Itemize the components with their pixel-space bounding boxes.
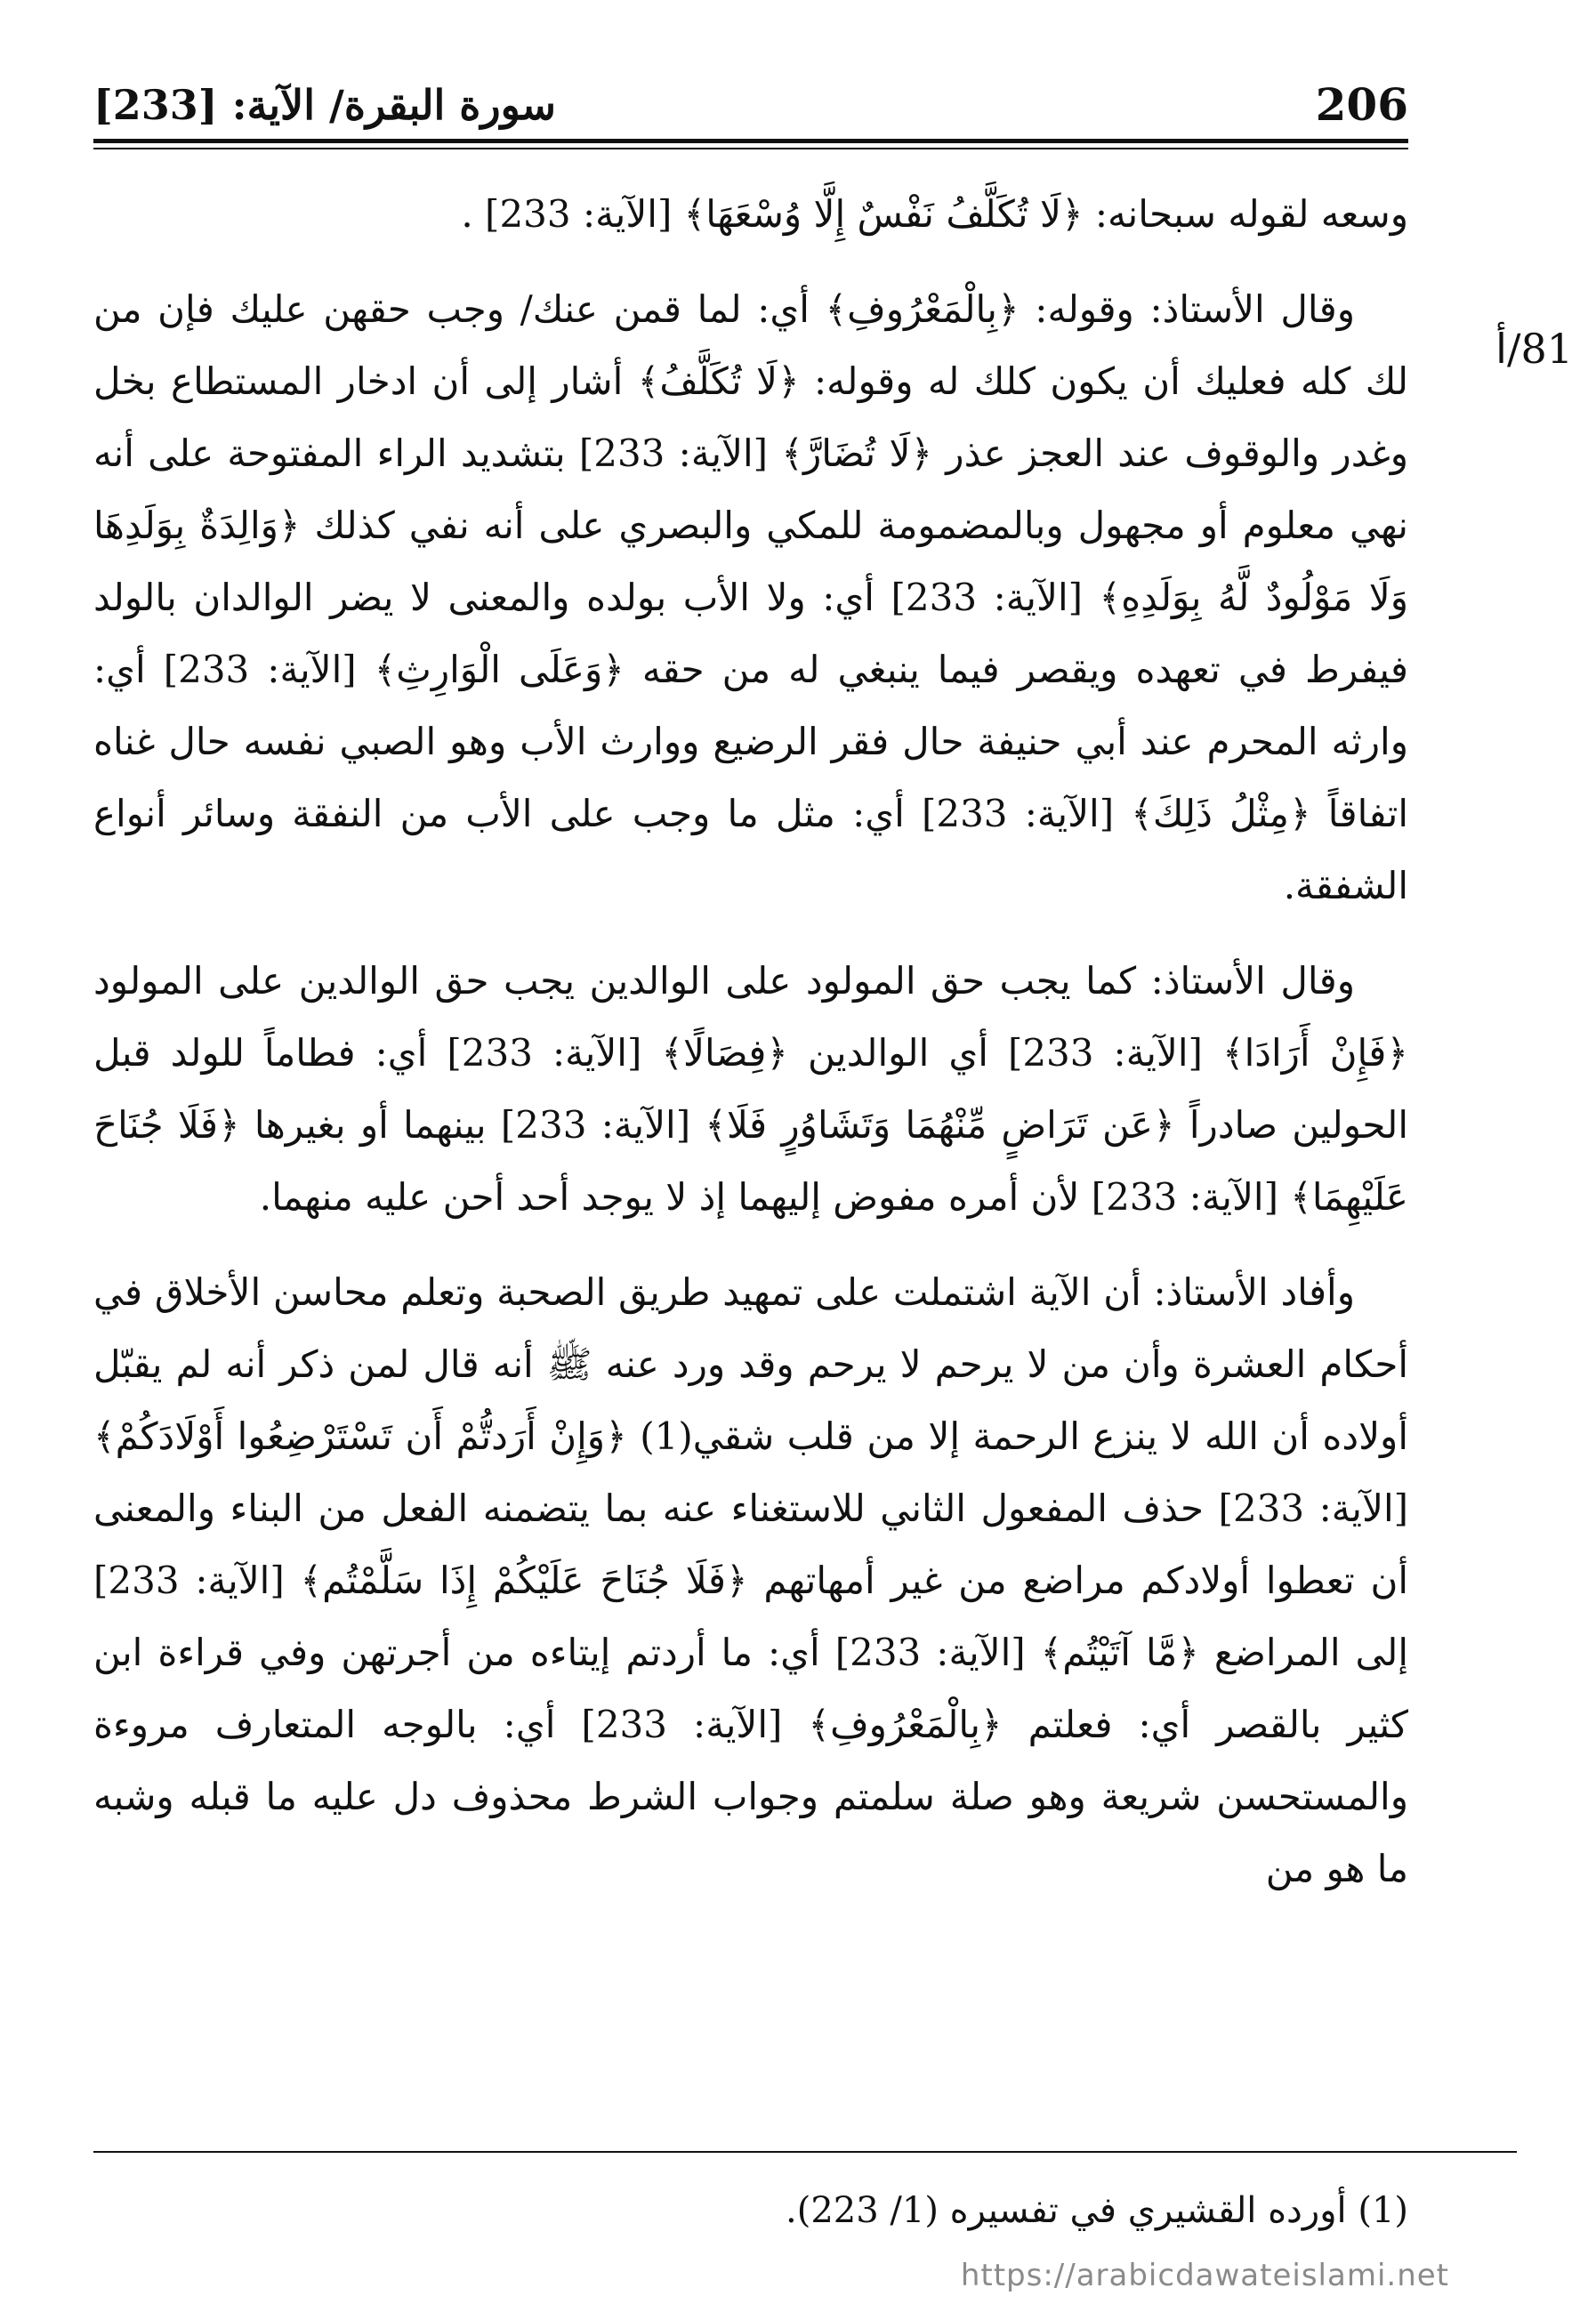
footnote: (1) أورده القشيري في تفسيره (1/ 223). [786,2190,1408,2231]
header-rule-secondary [93,148,1408,149]
paragraph: وقال الأستاذ: كما يجب حق المولود على الوالدين يجب حق الوالدين على المولود ﴿فَإِنْ أَرَادَا﴾ [الآية: 233] أي الوالدين ﴿فِصَالًا﴾ [الآية: 233] أي: فطاماً للولد قبل الحولين صادراً ﴿عَن تَرَاضٍ مِّنْهُمَا وَتَشَاوُرٍ فَلَا﴾ [الآية: 233] بينهما أو بغيرها ﴿فَلَا جُنَاحَ عَلَيْهِمَا﴾ [الآية: 233] لأن أمره مفوض إليهما إذ لا يوجد أحد أحن عليه منهما. [93,959,1408,1219]
footnote-separator [93,2151,1517,2153]
page-header [93,73,1408,137]
page-number: 206 [1315,78,1408,131]
watermark-url: https://arabicdawateislami.net [960,2258,1449,2293]
running-title: سورة البقرة/ الآية: [233] [93,81,556,129]
paragraph: وأفاد الأستاذ: أن الآية اشتملت على تمهيد طريق الصحبة وتعلم محاسن الأخلاق في أحكام العشرة وأن من لا يرحم لا يرحم وقد ورد عنه ﷺ أنه قال لمن ذكر أنه لم يقبّل أولاده أن الله لا ينزع الرحمة إلا من قلب شقي(1) ﴿وَإِنْ أَرَدتُّمْ أَن تَسْتَرْضِعُوا أَوْلَادَكُمْ﴾ [الآية: 233] حذف المفعول الثاني للاستغناء عنه بما يتضمنه الفعل من البناء والمعنى أن تعطوا أولادكم مراضع من غير أمهاتهم ﴿فَلَا جُنَاحَ عَلَيْكُمْ إِذَا سَلَّمْتُم﴾ [الآية: 233] إلى المراضع ﴿مَّا آتَيْتُم﴾ [الآية: 233] أي: ما أردتم إيتاءه من أجرتهن وفي قراءة ابن كثير بالقصر أي: فعلتم ﴿بِالْمَعْرُوفِ﴾ [الآية: 233] أي: بالوجه المتعارف مروءة والمستحسن شريعة وهو صلة سلمتم وجواب الشرط محذوف دل عليه ما قبله وشبه ما هو من [93,1270,1409,1890]
manuscript-folio-ref: 81/أ [1495,325,1573,373]
main-text [93,178,1408,1928]
header-rule [93,139,1408,143]
paragraph: وقال الأستاذ: وقوله: ﴿بِالْمَعْرُوفِ﴾ أي: لما قمن عنك/ وجب حقهن عليك فإن من لك كله فعليك أن يكون كلك له وقوله: ﴿لَا تُكَلَّفُ﴾ أشار إلى أن ادخار المستطاع بخل وغدر والوقوف عند العجز عذر ﴿لَا تُضَارَّ﴾ [الآية: 233] بتشديد الراء المفتوحة على أنه نهي معلوم أو مجهول وبالمضمومة للمكي والبصري على أنه نفي كذلك ﴿وَالِدَةٌ بِوَلَدِهَا وَلَا مَوْلُودٌ لَّهُ بِوَلَدِهِ﴾ [الآية: 233] أي: ولا الأب بولده والمعنى لا يضر الوالدان بالولد فيفرط في تعهده ويقصر فيما ينبغي له من حقه ﴿وَعَلَى الْوَارِثِ﴾ [الآية: 233] أي: وارثه المحرم عند أبي حنيفة حال فقر الرضيع ووارث الأب وهو الصبي نفسه حال غناه اتفاقاً ﴿مِثْلُ ذَلِكَ﴾ [الآية: 233] أي: مثل ما وجب على الأب من النفقة وسائر أنواع الشفقة. [93,287,1409,907]
paragraph: وسعه لقوله سبحانه: ﴿لَا تُكَلَّفُ نَفْسٌ إِلَّا وُسْعَهَا﴾ [الآية: 233] . [461,192,1408,236]
